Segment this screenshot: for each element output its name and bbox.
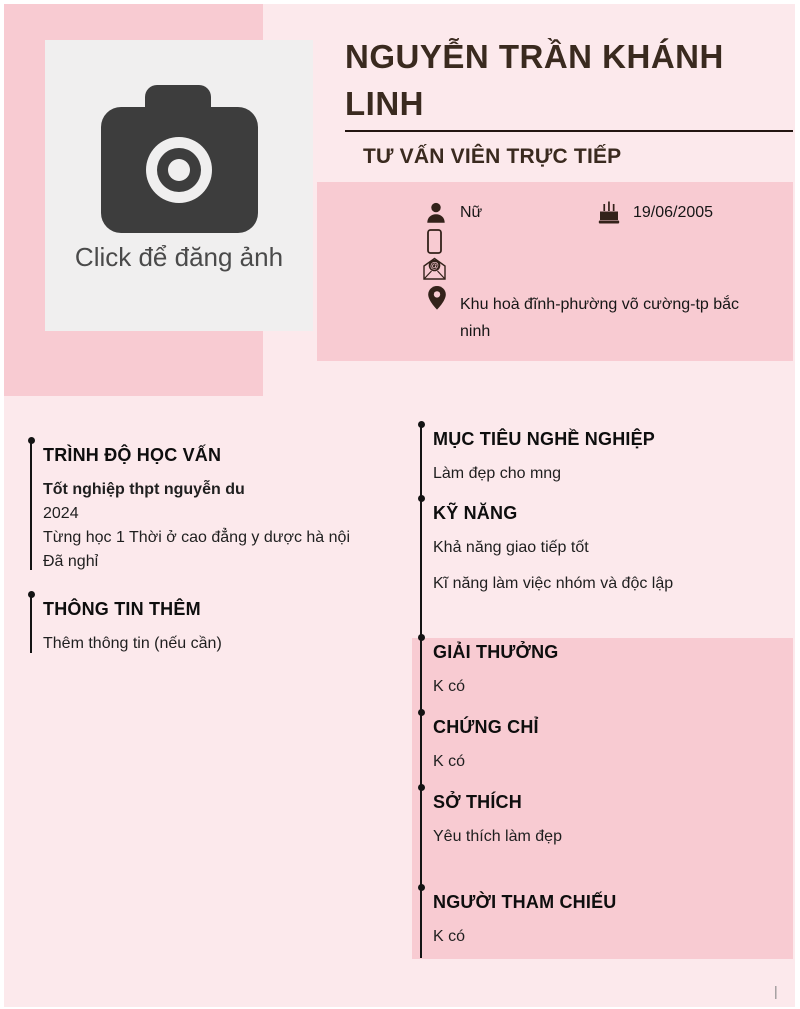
section-additional-info (30, 594, 385, 653)
gender-value: Nữ (460, 204, 483, 221)
objective-text: Làm đẹp cho mng (433, 465, 562, 482)
education-note: Đã nghỉ (43, 553, 99, 570)
name-divider (345, 130, 793, 132)
person-icon (425, 202, 447, 224)
section-hobbies-heading: SỞ THÍCH (433, 792, 522, 812)
svg-text:@: @ (429, 260, 440, 271)
skill-item: Khả năng giao tiếp tốt (433, 539, 589, 556)
skill-item: Kĩ năng làm việc nhóm và độc lập (433, 575, 674, 592)
address-value: Khu hoà đĩnh-phường võ cường-tp bắc ninh (460, 296, 740, 340)
contact-info-panel (317, 182, 793, 361)
location-pin-icon (428, 286, 446, 310)
section-certificates (420, 712, 780, 787)
candidate-name: NGUYỄN TRẦN KHÁNH LINH (345, 38, 724, 122)
references-text: K có (433, 928, 466, 945)
section-skills-heading: KỸ NĂNG (433, 503, 518, 523)
section-certificates-heading: CHỨNG CHỈ (433, 717, 539, 737)
camera-icon (101, 85, 258, 233)
section-objective-heading: MỤC TIÊU NGHỀ NGHIỆP (433, 429, 656, 449)
birthday-value: 19/06/2005 (633, 204, 714, 221)
section-education-heading: TRÌNH ĐỘ HỌC VẤN (43, 445, 222, 465)
education-year: 2024 (43, 505, 79, 522)
photo-upload[interactable] (45, 40, 313, 331)
birthday-cake-icon (597, 201, 621, 224)
hobbies-text: Yêu thích làm đẹp (433, 828, 562, 845)
section-additional-heading: THÔNG TIN THÊM (43, 599, 201, 619)
section-education (30, 440, 385, 570)
awards-text: K có (433, 678, 466, 695)
section-awards (420, 637, 780, 712)
section-references-heading: NGƯỜI THAM CHIẾU (433, 892, 617, 912)
email-icon (422, 256, 447, 281)
certificates-text: K có (433, 753, 466, 770)
header (345, 33, 793, 169)
phone-icon (427, 229, 442, 254)
section-hobbies (420, 787, 780, 887)
section-skills (420, 498, 780, 645)
section-objective (420, 424, 780, 498)
job-title: TƯ VẤN VIÊN TRỰC TIẾP (363, 145, 622, 168)
section-references (420, 887, 780, 958)
education-degree: Tốt nghiệp thpt nguyễn du (43, 481, 245, 498)
section-awards-heading: GIẢI THƯỞNG (433, 642, 559, 662)
photo-upload-label: Click để đăng ảnh (74, 242, 284, 272)
additional-text: Thêm thông tin (nếu cần) (43, 635, 222, 652)
education-note: Từng học 1 Thời ở cao đẳng y dược hà nội (43, 529, 350, 546)
footer-mark: | (774, 983, 778, 999)
